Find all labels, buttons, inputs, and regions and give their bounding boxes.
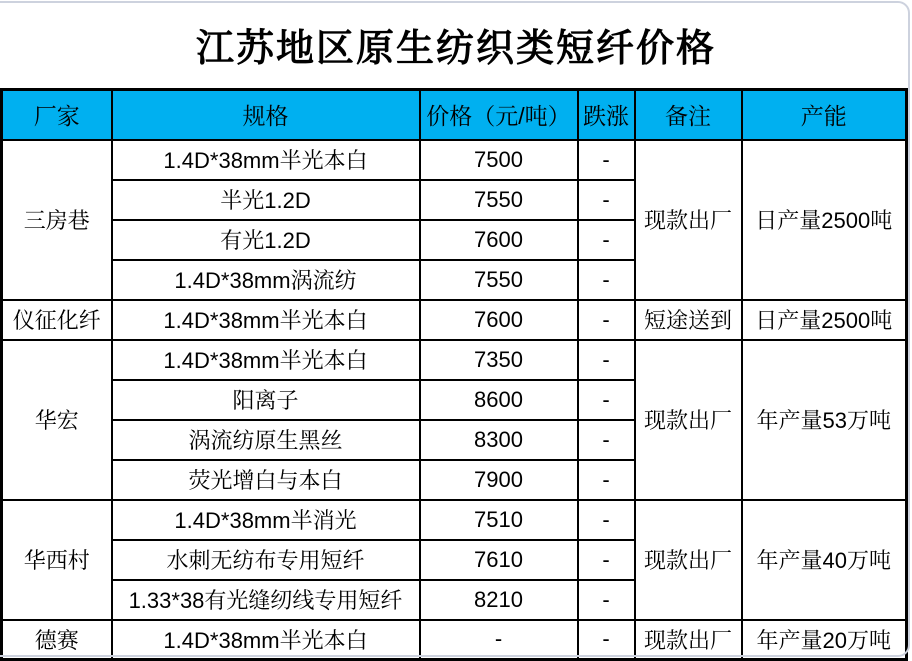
table-row [2,340,907,380]
spec-cell: 有光1.2D [112,220,420,260]
note-cell: 现款出厂 [635,620,742,660]
header-capacity: 产能 [742,90,907,140]
capacity-cell: 日产量2500吨 [742,300,907,340]
page-title: 江苏地区原生纺织类短纤价格 [195,27,716,70]
change-cell: - [578,460,635,500]
note-cell: 短途送到 [635,300,742,340]
price-cell: 8600 [420,380,578,420]
price-cell: 7610 [420,540,578,580]
spec-cell: 1.4D*38mm涡流纺 [112,260,420,300]
spec-cell: 水刺无纺布专用短纤 [112,540,420,580]
header-price: 价格（元/吨） [420,90,578,140]
note-cell: 现款出厂 [635,500,742,620]
capacity-cell: 年产量40万吨 [742,500,907,620]
note-cell: 现款出厂 [635,140,742,300]
change-cell: - [578,220,635,260]
change-cell: - [578,540,635,580]
spec-cell: 1.4D*38mm半光本白 [112,340,420,380]
price-cell: 7900 [420,460,578,500]
change-cell: - [578,620,635,660]
manufacturer-cell: 三房巷 [2,140,112,300]
price-cell: 8300 [420,420,578,460]
capacity-cell: 年产量53万吨 [742,340,907,500]
manufacturer-cell: 华宏 [2,340,112,500]
spec-cell: 阳离子 [112,380,420,420]
header-row [2,90,907,140]
spec-cell: 1.4D*38mm半消光 [112,500,420,540]
title-bar [0,0,912,88]
change-cell: - [578,260,635,300]
price-cell: 7600 [420,220,578,260]
price-cell: 7550 [420,180,578,220]
header-change: 跌涨 [578,90,635,140]
spec-cell: 半光1.2D [112,180,420,220]
price-cell: - [420,620,578,660]
spec-cell: 荧光增白与本白 [112,460,420,500]
spec-cell: 1.4D*38mm半光本白 [112,300,420,340]
price-cell: 7350 [420,340,578,380]
change-cell: - [578,580,635,620]
price-cell: 7550 [420,260,578,300]
header-spec: 规格 [112,90,420,140]
header-note: 备注 [635,90,742,140]
table-row [2,300,907,340]
capacity-cell: 年产量20万吨 [742,620,907,660]
spec-cell: 涡流纺原生黑丝 [112,420,420,460]
price-cell: 7510 [420,500,578,540]
spec-cell: 1.4D*38mm半光本白 [112,620,420,660]
manufacturer-cell: 华西村 [2,500,112,620]
change-cell: - [578,180,635,220]
spec-cell: 1.33*38有光缝纫线专用短纤 [112,580,420,620]
change-cell: - [578,420,635,460]
price-cell: 7600 [420,300,578,340]
change-cell: - [578,300,635,340]
table-row [2,500,907,540]
manufacturer-cell: 仪征化纤 [2,300,112,340]
price-cell: 7500 [420,140,578,180]
change-cell: - [578,500,635,540]
price-table [0,88,908,661]
capacity-cell: 日产量2500吨 [742,140,907,300]
change-cell: - [578,380,635,420]
spec-cell: 1.4D*38mm半光本白 [112,140,420,180]
change-cell: - [578,140,635,180]
header-manufacturer: 厂家 [2,90,112,140]
manufacturer-cell: 德赛 [2,620,112,660]
change-cell: - [578,340,635,380]
price-cell: 8210 [420,580,578,620]
table-row [2,620,907,660]
note-cell: 现款出厂 [635,340,742,500]
table-row [2,140,907,180]
